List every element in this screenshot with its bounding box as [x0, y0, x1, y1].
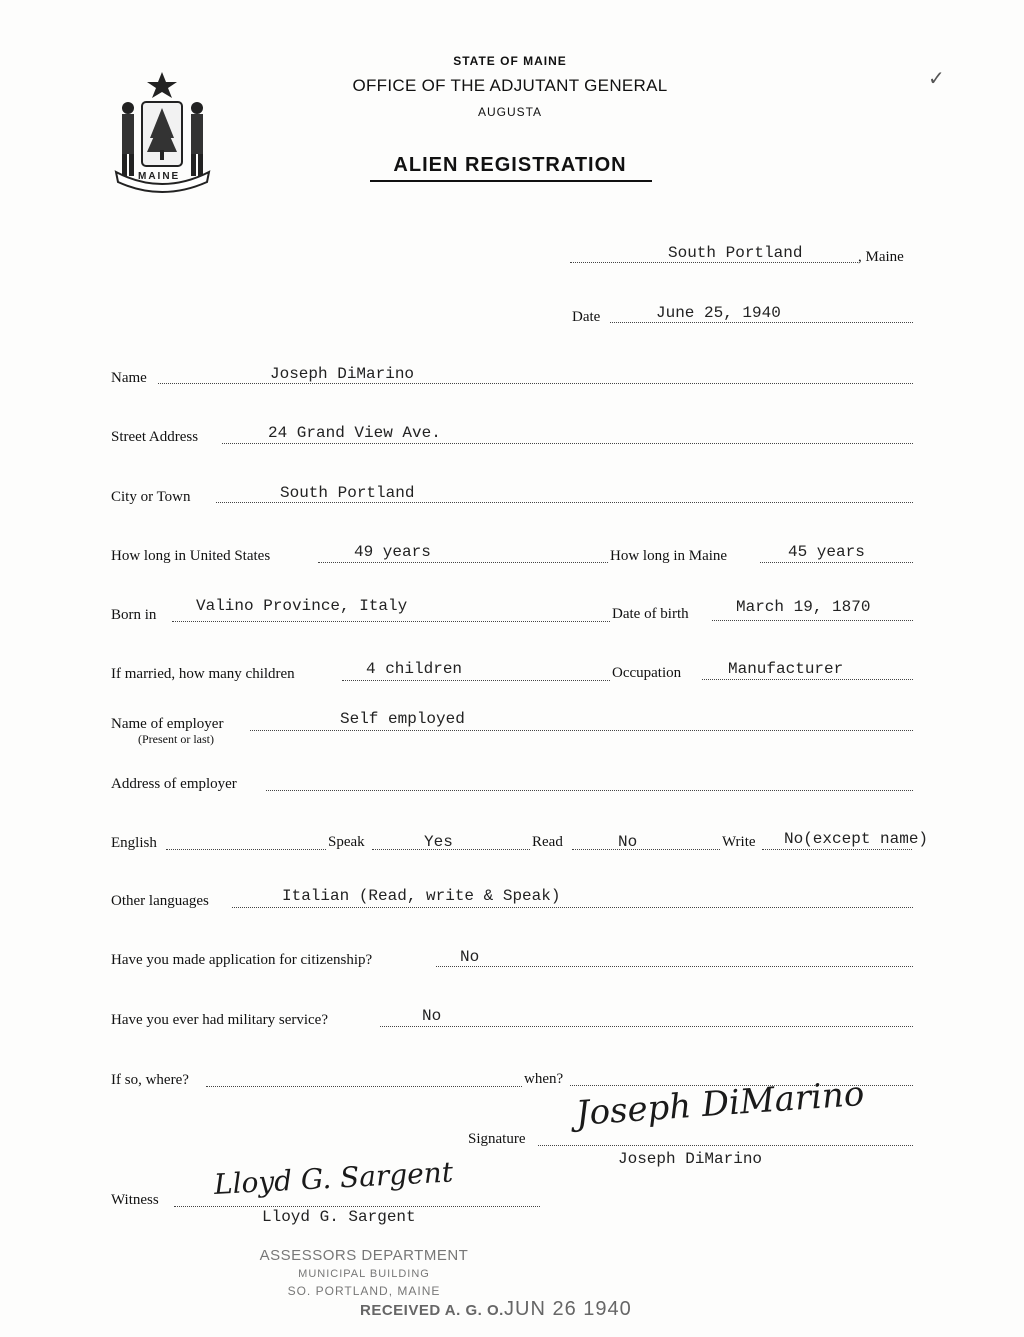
witness-line: [174, 1206, 540, 1207]
employer-address-label: Address of employer: [111, 776, 237, 792]
write-label: Write: [722, 834, 756, 850]
other-languages-line: [232, 907, 913, 908]
other-languages-label: Other languages: [111, 893, 209, 909]
occupation-label: Occupation: [612, 665, 682, 681]
city-label: City or Town: [111, 489, 191, 505]
children-label: If married, how many children: [111, 666, 295, 682]
how-long-us-value: 49 years: [354, 543, 431, 561]
employer-address-line: [266, 790, 913, 791]
how-long-us-line: [318, 562, 608, 563]
born-in-line: [172, 621, 610, 622]
read-label: Read: [532, 834, 563, 850]
other-languages-value: Italian (Read, write & Speak): [282, 887, 561, 905]
date-of-birth-line: [712, 620, 913, 621]
employer-label: Name of employer: [111, 716, 224, 732]
city-line: [216, 502, 913, 503]
write-line: [762, 849, 912, 850]
english-line: [166, 849, 326, 850]
where-label: If so, where?: [111, 1072, 189, 1088]
military-label: Have you ever had military service?: [111, 1012, 328, 1028]
how-long-maine-line: [760, 562, 913, 563]
stamp-received-label: RECEIVED A. G. O.: [360, 1302, 504, 1319]
location-town: South Portland: [668, 244, 803, 262]
born-in-label: Born in: [111, 607, 157, 623]
date-of-birth-label: Date of birth: [612, 606, 689, 622]
english-label: English: [111, 835, 157, 851]
city-value: South Portland: [280, 484, 415, 502]
header-office: OFFICE OF THE ADJUTANT GENERAL: [352, 76, 668, 95]
children-line: [342, 680, 610, 681]
stamp-building: MUNICIPAL BUILDING: [298, 1268, 430, 1280]
witness-typed: Lloyd G. Sargent: [262, 1208, 416, 1226]
read-line: [572, 849, 720, 850]
witness-handwritten: Lloyd G. Sargent: [213, 1155, 454, 1201]
employer-line: [250, 730, 913, 731]
how-long-maine-label: How long in Maine: [610, 548, 728, 564]
employer-sublabel: (Present or last): [138, 732, 214, 746]
check-mark: ✓: [928, 68, 945, 90]
signature-typed: Joseph DiMarino: [618, 1150, 763, 1168]
signature-line: [538, 1145, 913, 1146]
name-line: [158, 383, 913, 384]
title-underline: [370, 180, 652, 182]
stamp-city: SO. PORTLAND, MAINE: [287, 1284, 441, 1298]
witness-label: Witness: [111, 1192, 159, 1208]
read-value: No: [618, 833, 638, 851]
date-value: June 25, 1940: [656, 304, 781, 322]
page-title: ALIEN REGISTRATION: [393, 154, 627, 176]
citizenship-line: [436, 966, 913, 967]
write-value: No(except name): [784, 830, 929, 848]
citizenship-label: Have you made application for citizenship?: [111, 952, 373, 968]
signature-label: Signature: [468, 1131, 526, 1147]
signature-handwritten: Joseph DiMarino: [574, 1073, 866, 1134]
how-long-maine-value: 45 years: [788, 543, 865, 561]
location-line: [570, 262, 858, 263]
street-value: 24 Grand View Ave.: [268, 424, 441, 442]
street-line: [222, 443, 913, 444]
speak-label: Speak: [328, 834, 365, 850]
location-state: , Maine: [858, 249, 904, 265]
date-line: [610, 322, 913, 323]
name-label: Name: [111, 370, 147, 386]
where-line: [206, 1086, 522, 1087]
stamp-received-date: JUN 26 1940: [504, 1298, 632, 1320]
seal-lettering: MAINE: [138, 171, 181, 182]
citizenship-value: No: [460, 948, 480, 966]
occupation-line: [702, 679, 913, 680]
date-of-birth-value: March 19, 1870: [736, 598, 871, 616]
speak-value: Yes: [424, 833, 453, 851]
date-label: Date: [572, 309, 601, 325]
when-label: when?: [524, 1071, 564, 1087]
children-value: 4 children: [366, 660, 463, 678]
header-city: AUGUSTA: [477, 105, 543, 119]
stamp-assessors: ASSESSORS DEPARTMENT: [259, 1247, 469, 1264]
name-value: Joseph DiMarino: [270, 365, 415, 383]
street-label: Street Address: [111, 429, 199, 445]
born-in-value: Valino Province, Italy: [196, 597, 408, 615]
occupation-value: Manufacturer: [728, 660, 844, 678]
header-state: STATE OF MAINE: [453, 54, 567, 68]
military-value: No: [422, 1007, 442, 1025]
military-line: [380, 1026, 913, 1027]
employer-value: Self employed: [340, 710, 465, 728]
how-long-us-label: How long in United States: [111, 548, 271, 564]
